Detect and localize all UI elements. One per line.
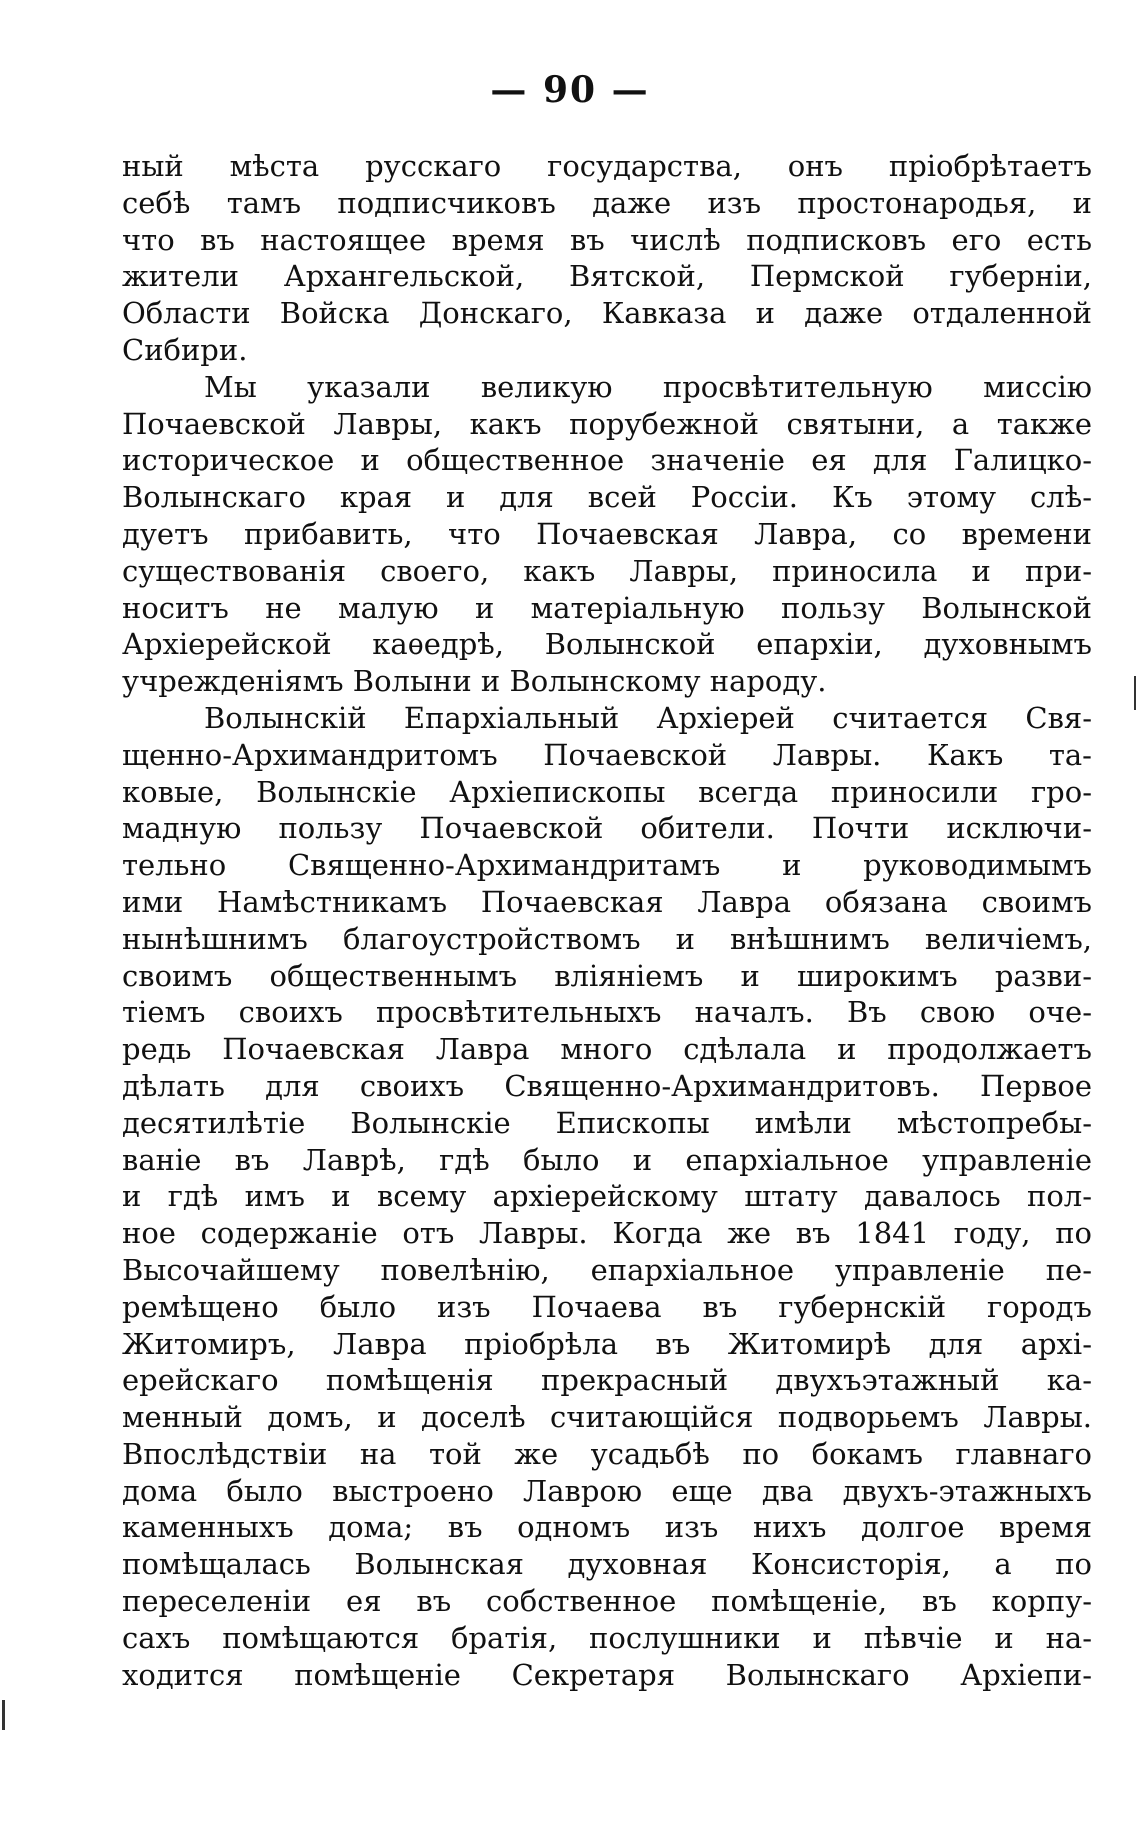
text-line: помѣщалась Волынская духовная Консисторія, а по	[122, 1547, 1092, 1582]
text-line: Высочайшему повелѣнію, епархіальное управленіе пе-	[122, 1252, 1092, 1287]
text-line: щенно-Архимандритомъ Почаевской Лавры. Какъ та-	[122, 737, 1092, 772]
text-line: ходится помѣщеніе Секретаря Волынскаго Архіепи-	[122, 1657, 1092, 1692]
text-line: ими Намѣстникамъ Почаевская Лавра обязана своимъ	[122, 884, 1092, 919]
text-line: существованія своего, какъ Лавры, приносила и при-	[122, 553, 1092, 588]
text-line: что въ настоящее время въ числѣ подписковъ его есть	[122, 222, 1092, 257]
text-line: Впослѣдствіи на той же усадьбѣ по бокамъ главнаго	[122, 1436, 1092, 1471]
text-line: жители Архангельской, Вятской, Пермской губерніи,	[122, 259, 1092, 294]
text-line: десятилѣтіе Волынскіе Епископы имѣли мѣстопребы-	[122, 1105, 1092, 1140]
text-line: ерейскаго помѣщенія прекрасный двухъэтажный ка-	[122, 1363, 1092, 1398]
text-line: носитъ не малую и матеріальную пользу Волынской	[122, 590, 1092, 625]
text-line: Архіерейской каѳедрѣ, Волынской епархіи, духовнымъ	[122, 627, 1092, 662]
text-line: Волынскій Епархіальный Архіерей считается Свя-	[204, 700, 1092, 735]
text-line: Области Войска Донскаго, Кавказа и даже отдаленной	[122, 296, 1092, 331]
text-line: ваніе въ Лаврѣ, гдѣ было и епархіальное управленіе	[122, 1142, 1092, 1177]
text-line: ковые, Волынскіе Архіепископы всегда приносили гро-	[122, 774, 1092, 809]
text-line: сахъ помѣщаются братія, послушники и пѣвчіе и на-	[122, 1620, 1092, 1655]
text-line: историческое и общественное значеніе ея для Галицко-	[122, 443, 1092, 478]
text-line: редь Почаевская Лавра много сдѣлала и продолжаетъ	[122, 1032, 1092, 1067]
text-line: дуетъ прибавить, что Почаевская Лавра, со времени	[122, 516, 1092, 551]
text-line: мадную пользу Почаевской обители. Почти исключи-	[122, 811, 1092, 846]
text-line: и гдѣ имъ и всему архіерейскому штату давалось пол-	[122, 1179, 1092, 1214]
scan-mark-left	[2, 1700, 5, 1730]
text-line: дѣлать для своихъ Священно-Архимандритовъ. Первое	[122, 1068, 1092, 1103]
text-line: Сибири.	[122, 332, 248, 367]
scan-mark-right	[1134, 676, 1136, 710]
text-line: своимъ общественнымъ вліяніемъ и широкимъ разви-	[122, 958, 1092, 993]
text-line: нынѣшнимъ благоустройствомъ и внѣшнимъ величіемъ,	[122, 921, 1092, 956]
text-line: дома было выстроено Лаврою еще два двухъ-этажныхъ	[122, 1473, 1092, 1508]
text-line: ный мѣста русскаго государства, онъ пріобрѣтаетъ	[122, 149, 1092, 183]
text-line: Житомиръ, Лавра пріобрѣла въ Житомирѣ для архі-	[122, 1326, 1092, 1361]
text-line: себѣ тамъ подписчиковъ даже изъ простонародья, и	[122, 185, 1092, 220]
page-number: — 90 —	[490, 69, 650, 111]
text-line: тіемъ своихъ просвѣтительныхъ началъ. Въ свою оче-	[122, 995, 1092, 1030]
text-line: учрежденіямъ Волыни и Волынскому народу.	[122, 664, 827, 699]
body-text	[122, 148, 1092, 1693]
text-line: ремѣщено было изъ Почаева въ губернскій городъ	[122, 1289, 1092, 1324]
text-line: Почаевской Лавры, какъ порубежной святыни, а также	[122, 406, 1092, 441]
text-line: каменныхъ дома; въ одномъ изъ нихъ долгое время	[122, 1510, 1092, 1545]
text-line: Волынскаго края и для всей Россіи. Къ этому слѣ-	[122, 480, 1092, 515]
text-line: Мы указали великую просвѣтительную миссію	[204, 369, 1092, 404]
text-line: менный домъ, и доселѣ считающійся подворьемъ Лавры.	[122, 1400, 1092, 1435]
text-line: тельно Священно-Архимандритамъ и руководимымъ	[122, 848, 1092, 883]
text-line: ное содержаніе отъ Лавры. Когда же въ 1841 году, по	[122, 1216, 1092, 1251]
text-line: переселеніи ея въ собственное помѣщеніе, въ корпу-	[122, 1584, 1092, 1619]
